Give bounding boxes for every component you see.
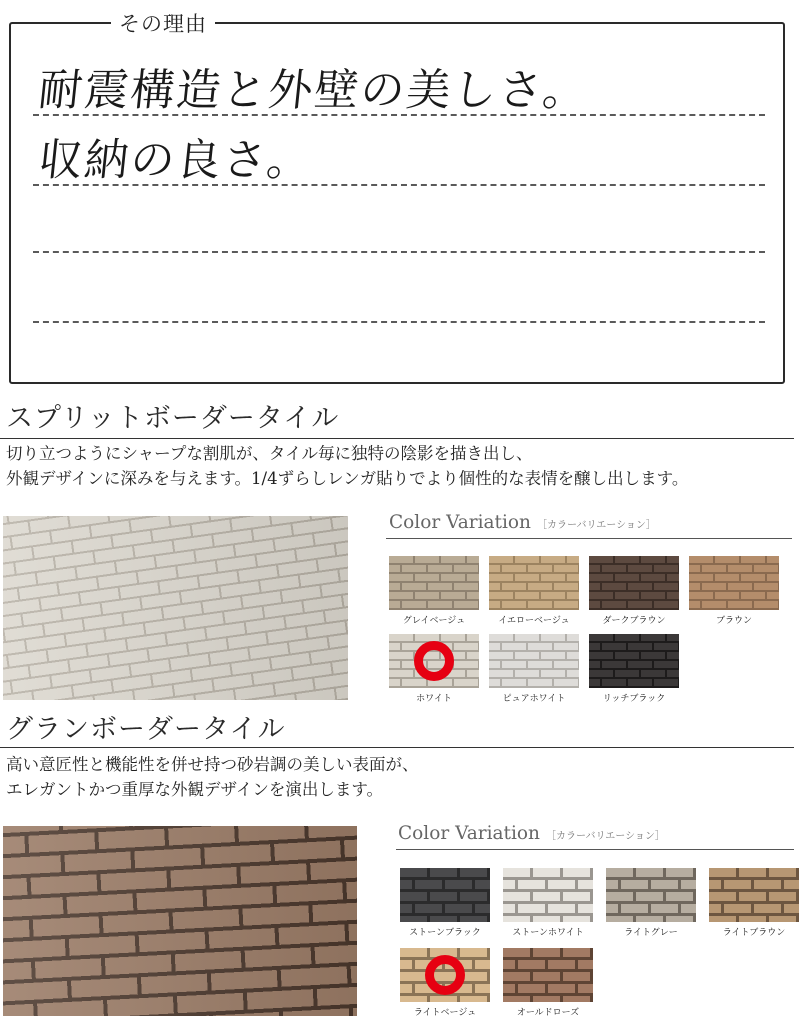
swatch-label: ブラウン [715, 616, 752, 626]
swatch-label: オールドローズ [516, 1008, 580, 1018]
color-variation-subtitle: ［カラーバリエーション］ [545, 831, 665, 842]
dashed-rule [33, 114, 765, 116]
photo-shading [3, 516, 348, 700]
swatch-label: ピュアホワイト [502, 694, 566, 704]
swatch-label: ライトグレー [624, 928, 678, 938]
red-circle-mark-icon [414, 641, 454, 681]
reason-line-1: 耐震構造と外壁の美しさ。 [35, 65, 592, 116]
swatch-label: ライトベージュ [413, 1008, 477, 1018]
color-variation-title [389, 512, 656, 533]
section-desc-gran-border [6, 752, 419, 802]
desc-line: エレガントかつ重厚な外観デザインを演出します。 [6, 780, 384, 799]
reason-line-2: 収納の良さ。 [35, 135, 316, 186]
reason-card [9, 12, 785, 384]
color-swatch [709, 868, 799, 922]
color-swatch [606, 868, 696, 922]
swatch-label: ライトブラウン [722, 928, 786, 938]
swatch-label: ダークブラウン [602, 616, 666, 626]
color-swatch [503, 948, 593, 1002]
color-swatch [589, 634, 679, 688]
photo-shading [3, 826, 357, 1016]
color-variation-rule [396, 849, 794, 850]
swatch-label: ストーンホワイト [512, 928, 584, 938]
dashed-rule [33, 251, 765, 253]
color-swatch [400, 868, 490, 922]
color-swatch [489, 556, 579, 610]
color-variation-title [398, 823, 665, 844]
desc-line: 切り立つようにシャープな割肌が、タイル毎に独特の陰影を描き出し、 [6, 444, 533, 463]
color-variation-label: Color Variation [389, 512, 531, 533]
gran-border-tile-photo [3, 826, 357, 1016]
split-border-tile-photo [3, 516, 348, 700]
color-variation-rule [386, 538, 792, 539]
swatch-label: ホワイト [416, 694, 452, 704]
color-swatch [389, 556, 479, 610]
color-swatch [589, 556, 679, 610]
desc-line: 高い意匠性と機能性を併せ持つ砂岩調の美しい表面が、 [6, 755, 419, 774]
swatch-label: ストーンブラック [409, 928, 481, 938]
color-swatch [489, 634, 579, 688]
section-title-split-border: スプリットボーダータイル [6, 403, 340, 434]
color-variation-label: Color Variation [398, 823, 540, 844]
color-swatch [689, 556, 779, 610]
dashed-rule [33, 184, 765, 186]
reason-label: その理由 [111, 8, 215, 38]
swatch-label: イエローベージュ [498, 616, 570, 626]
section-desc-split-border [6, 441, 688, 491]
color-swatch [503, 868, 593, 922]
color-variation-subtitle: ［カラーバリエーション］ [536, 520, 656, 531]
desc-line: 外観デザインに深みを与えます。1/4ずらしレンガ貼りでより個性的な表情を醸し出します。 [6, 469, 689, 488]
section-rule [0, 438, 794, 439]
section-rule [0, 747, 794, 748]
swatch-label: リッチブラック [602, 694, 666, 704]
section-title-gran-border: グランボーダータイル [6, 714, 286, 745]
dashed-rule [33, 321, 765, 323]
red-circle-mark-icon [425, 955, 465, 995]
swatch-label: グレイベージュ [402, 616, 466, 626]
